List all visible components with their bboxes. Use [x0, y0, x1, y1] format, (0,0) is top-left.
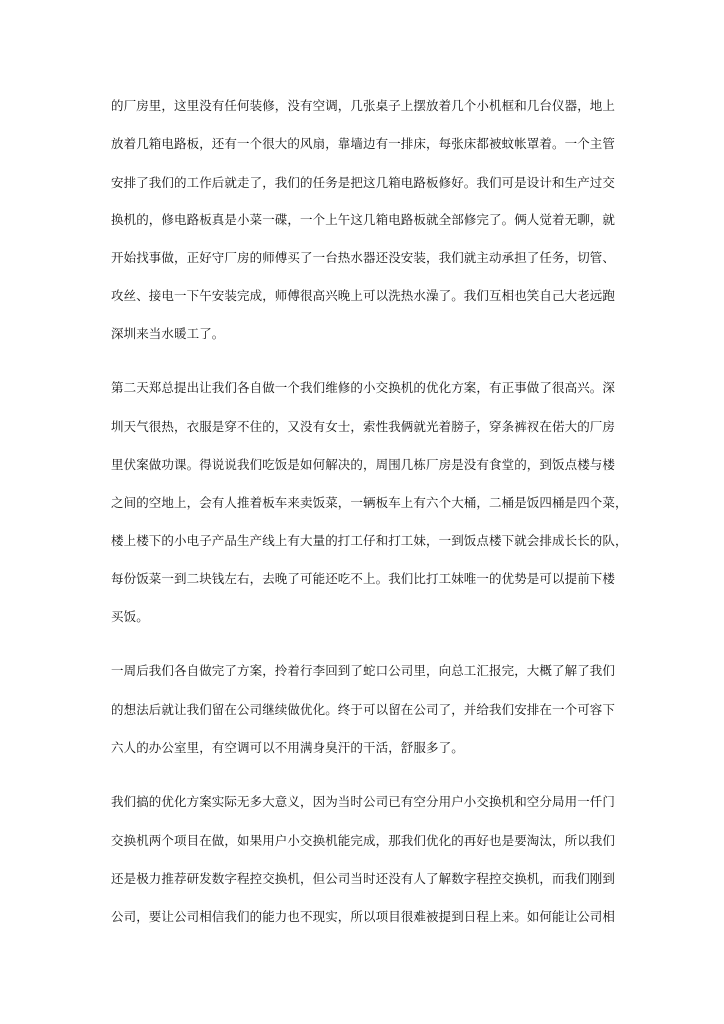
paragraph-1-line-5: 开始找事做，正好守厂房的师傅买了一台热水器还没安装，我们就主动承担了任务，切管、 [111, 250, 616, 265]
paragraph-1-line-7: 深圳来当水暖工了。 [111, 326, 225, 341]
paragraph-2-line-2: 圳天气很热，衣服是穿不住的，又没有女士，索性我俩就光着膀子，穿条裤衩在偌大的厂房 [111, 419, 616, 434]
paragraph-2-line-5: 楼上楼下的小电子产品生产线上有大量的打工仔和打工妹，一到饭点楼下就会排成长长的队， [111, 533, 628, 548]
paragraph-1-line-1: 的厂房里，这里没有任何装修，没有空调，几张桌子上摆放着几个小机框和几台仪器，地上 [111, 98, 616, 113]
paragraph-2-line-1: 第二天郑总提出让我们各自做一个我们维修的小交换机的优化方案，有正事做了很高兴。深 [111, 380, 616, 395]
paragraph-3-line-2: 的想法后就让我们留在公司继续做优化。终于可以留在公司了，并给我们安排在一个可容下 [111, 702, 616, 717]
paragraph-2-line-7: 买饭。 [111, 609, 149, 624]
paragraph-3-line-3: 六人的办公室里，有空调可以不用满身臭汗的干活，舒服多了。 [111, 740, 464, 755]
paragraph-4-line-1: 我们搞的优化方案实际无多大意义，因为当时公司已有空分用户小交换机和空分局用一仟门 [111, 794, 616, 809]
paragraph-4-line-2: 交换机两个项目在做，如果用户小交换机能完成，那我们优化的再好也是要淘汰，所以我们 [111, 833, 616, 848]
paragraph-1-line-6: 攻丝、接电一下午安装完成，师傅很高兴晚上可以洗热水澡了。我们互相也笑自己大老远跑 [111, 288, 616, 303]
paragraph-2-line-4: 之间的空地上，会有人推着板车来卖饭菜，一辆板车上有六个大桶，二桶是饭四桶是四个菜， [111, 495, 628, 510]
paragraph-4-line-4: 公司，要让公司相信我们的能力也不现实，所以项目很难被提到日程上来。如何能让公司相 [111, 909, 616, 924]
paragraph-1-line-4: 换机的，修电路板真是小菜一碟，一个上午这几箱电路板就全部修完了。俩人觉着无聊，就 [111, 212, 616, 227]
paragraph-2-line-6: 每份饭菜一到二块钱左右，去晚了可能还吃不上。我们比打工妹唯一的优势是可以提前下楼 [111, 571, 616, 586]
paragraph-1-line-2: 放着几箱电路板，还有一个很大的风扇，靠墙边有一排床，每张床都被蚊帐罩着。一个主管 [111, 136, 616, 151]
paragraph-3-line-1: 一周后我们各自做完了方案，拎着行李回到了蛇口公司里，向总工汇报完，大概了解了我们 [111, 663, 616, 678]
paragraph-4-line-3: 还是极力推荐研发数字程控交换机，但公司当时还没有人了解数字程控交换机，而我们刚到 [111, 871, 616, 886]
paragraph-1-line-3: 安排了我们的工作后就走了，我们的任务是把这几箱电路板修好。我们可是设计和生产过交 [111, 175, 616, 190]
paragraph-2-line-3: 里伏案做功课。得说说我们吃饭是如何解决的，周围几栋厂房是没有食堂的，到饭点楼与楼 [111, 457, 616, 472]
